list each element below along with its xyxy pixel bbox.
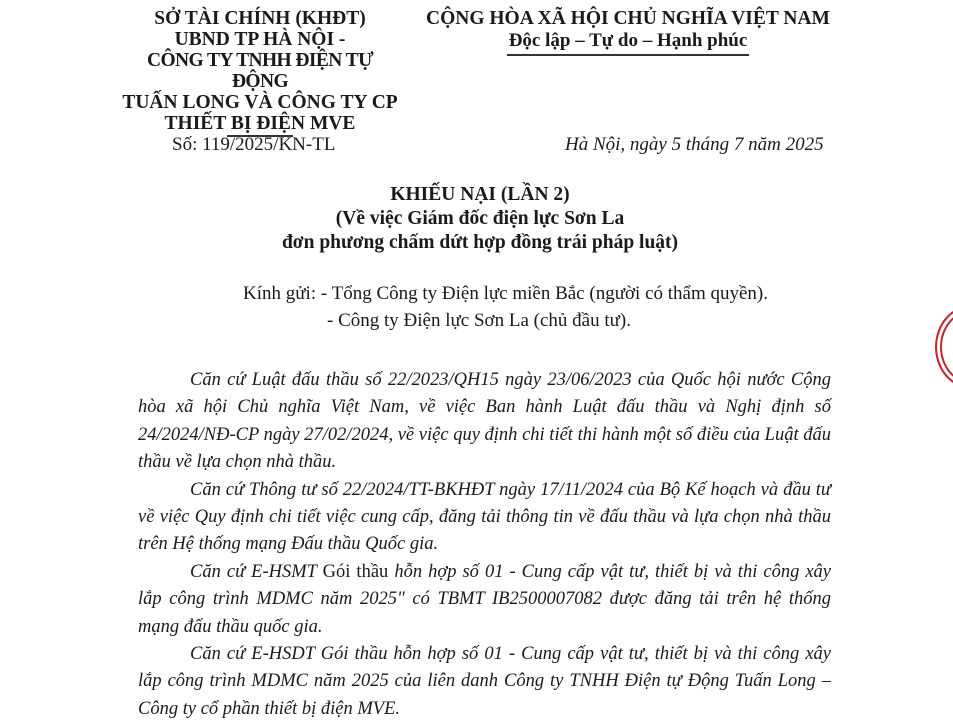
org-line-3: CÔNG TY TNHH ĐIỆN TỰ ĐỘNG bbox=[146, 50, 374, 92]
document-number: Số: 119/2025/KN-TL bbox=[172, 134, 336, 155]
national-header bbox=[418, 8, 838, 56]
title-main: KHIẾU NẠI (LẦN 2) bbox=[390, 184, 570, 205]
org-line-1: SỞ TÀI CHÍNH (KHĐT) bbox=[154, 8, 366, 29]
motto-underline bbox=[507, 54, 749, 56]
red-seal-stamp bbox=[935, 305, 953, 389]
paragraph-legal-basis-2: Căn cứ Thông tư số 22/2024/TT-BKHĐT ngày 17/11/2024 của Bộ Kế hoạch và đầu tư về việc Quy định chi tiết việc cung cấp, đăng tải thông tin về đấu thầu và lựa chọn nhà thầu trên Hệ thống mạng Đấu thầu Quốc gia. bbox=[138, 479, 831, 555]
recipient-line-2: - Công ty Điện lực Sơn La (chủ đầu tư). bbox=[327, 310, 631, 331]
title-sub-1: (Về việc Giám đốc điện lực Sơn La bbox=[335, 208, 625, 229]
p3-part-b: Gói thầu bbox=[322, 561, 395, 582]
org-line-4: TUẤN LONG VÀ CÔNG TY CP bbox=[122, 92, 398, 113]
p3-part-c: hỗn hợp số 01 - Cung cấp vật tư, thiết bị và thi công xây lắp công trình MDMC năm 2025" có TBMT IB2500007082 được đăng tải trên hệ thống mạng đấu thầu quốc gia. bbox=[138, 561, 832, 637]
p3-part-a: Căn cứ E-HSMT bbox=[190, 561, 323, 582]
country-name: CỘNG HÒA XÃ HỘI CHỦ NGHĨA VIỆT NAM bbox=[426, 8, 830, 29]
org-line-5: THIẾT BỊ ĐIỆN MVE bbox=[164, 113, 356, 134]
document-title bbox=[180, 183, 780, 255]
org-line-2: UBND TP HÀ NỘI - bbox=[174, 29, 346, 50]
national-motto: Độc lập – Tự do – Hạnh phúc bbox=[508, 30, 748, 51]
paragraph-legal-basis-1: Căn cứ Luật đấu thầu số 22/2023/QH15 ngày 23/06/2023 của Quốc hội nước Cộng hòa xã hội Chủ nghĩa Việt Nam, về việc Ban hành Luật đấu thầu và Nghị định số 24/2024/NĐ-CP ngày 27/02/2024, về việc quy định chi tiết thi hành một số điều của Luật đấu thầu về lựa chọn nhà thầu. bbox=[138, 370, 831, 473]
place-date: Hà Nội, ngày 5 tháng 7 năm 2025 bbox=[565, 134, 824, 155]
paragraph-legal-basis-3 bbox=[138, 559, 831, 641]
document-body bbox=[138, 367, 831, 723]
paragraph-legal-basis-4: Căn cứ E-HSDT Gói thầu hỗn hợp số 01 - Cung cấp vật tư, thiết bị và thi công xây lắp công trình MDMC năm 2025 của liên danh Công ty TNHH Điện tự Động Tuấn Long – Công ty cổ phần thiết bị điện MVE. bbox=[138, 644, 831, 719]
issuing-organization bbox=[120, 8, 400, 137]
recipient-line-1: Kính gửi: - Tổng Công ty Điện lực miền Bắc (người có thẩm quyền). bbox=[243, 283, 769, 304]
title-sub-2: đơn phương chấm dứt hợp đồng trái pháp luật) bbox=[281, 232, 679, 253]
